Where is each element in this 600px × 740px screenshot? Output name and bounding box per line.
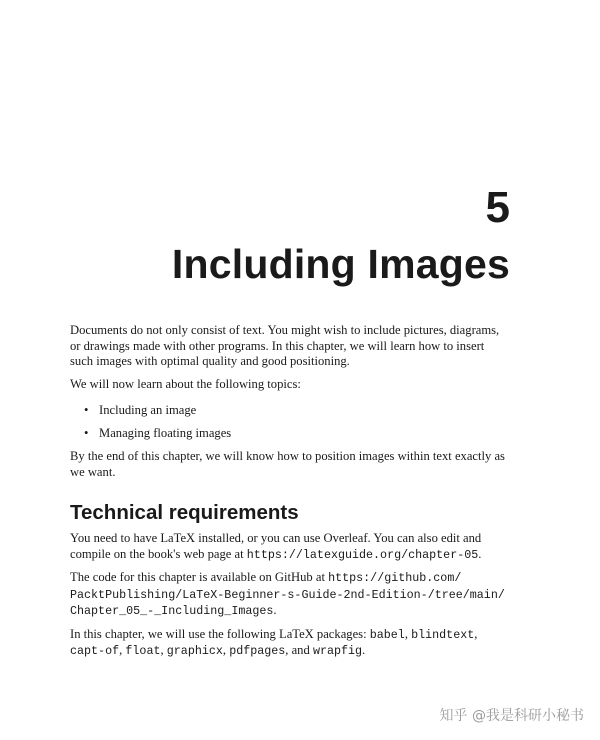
outcome-paragraph: By the end of this chapter, we will know how to position images within text exactly as we want.: [70, 449, 505, 479]
chapter-number: 5: [485, 183, 510, 232]
chapter-title: Including Images: [171, 241, 510, 287]
topic-label: Managing floating images: [99, 425, 232, 440]
github-paragraph: The code for this chapter is available on GitHub at https://github.com/ PacktPublishing/LaTeX-Beginner-s-Guide-2nd-Edition-/tree/main/ Chapter_05_-_Including_Images.: [70, 570, 505, 618]
package-name: capt-of: [70, 644, 120, 658]
watermark: 知乎 @我是科研小秘书: [439, 708, 584, 724]
bullet-icon: •: [84, 425, 89, 440]
bullet-icon: •: [84, 403, 89, 417]
topics-list: [70, 403, 510, 441]
package-name: float: [125, 644, 161, 658]
section-heading: Technical requirements: [70, 501, 299, 524]
requirements-paragraph: You need to have LaTeX installed, or you can use Overleaf. You can also edit and compile on the book's web page at https://latexguide.org/chapter-05.: [70, 531, 482, 562]
chapter-url-link[interactable]: https://latexguide.org/chapter-05: [246, 547, 479, 562]
github-url-link[interactable]: https://github.com/ PacktPublishing/LaTeX-Beginner-s-Guide-2nd-Edition-/tree/main/ Chapter_05_-_Including_Images: [70, 571, 505, 618]
topic-label: Including an image: [99, 403, 197, 417]
topics-intro: We will now learn about the following topics:: [70, 376, 301, 391]
package-name: babel: [369, 627, 405, 642]
package-name: wrapfig: [312, 644, 363, 658]
package-name: graphicx: [166, 644, 223, 658]
package-name: blindtext: [411, 627, 475, 642]
intro-paragraph: Documents do not only consist of text. You might wish to include pictures, diagrams, or drawings made with other programs. In this chapter, we will learn how to insert such images with optimal quality and good positioning.: [70, 323, 500, 368]
list-item: [84, 425, 510, 442]
package-name: pdfpages: [229, 644, 286, 658]
chapter-body: [70, 323, 510, 667]
list-item: [84, 403, 510, 419]
packages-paragraph: In this chapter, we will use the following LaTeX packages: babel, blindtext, capt-of, float, graphicx, pdfpages, and wrapfig.: [70, 626, 478, 658]
